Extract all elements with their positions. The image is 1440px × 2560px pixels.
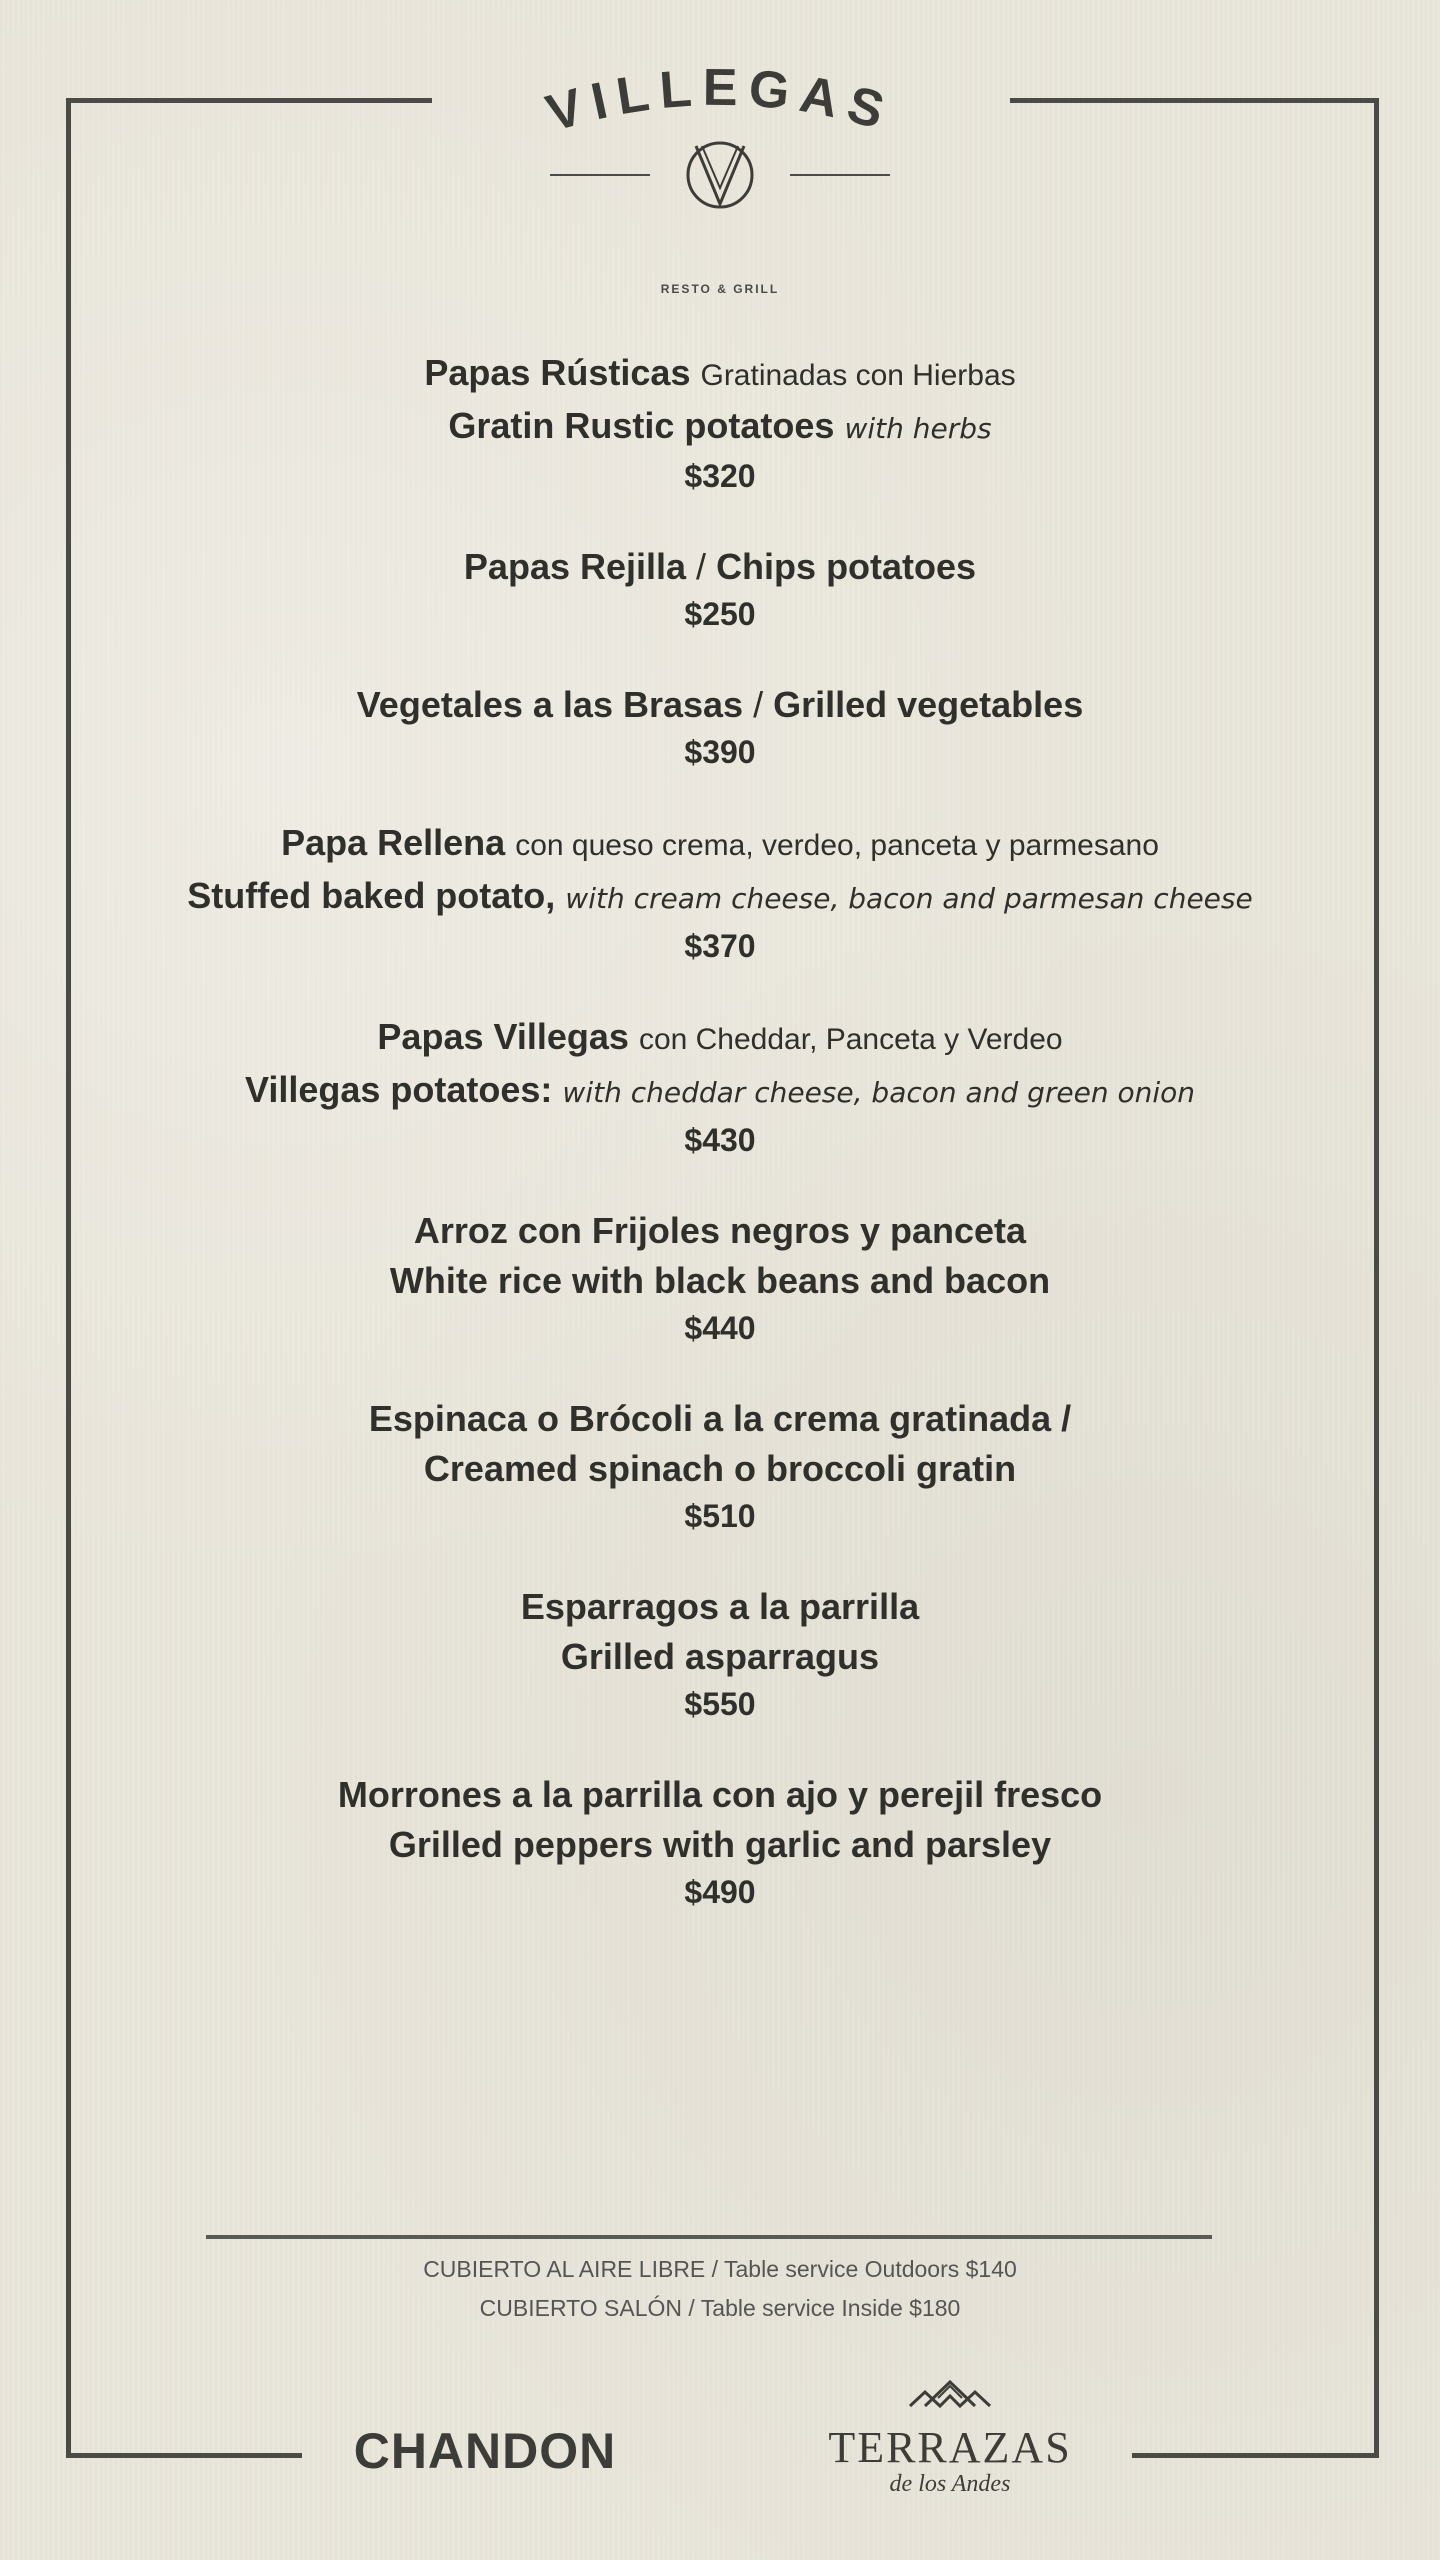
menu-item bbox=[120, 1394, 1320, 1538]
item-price: $440 bbox=[684, 1310, 756, 1346]
item-name-es: Papas Rejilla bbox=[463, 546, 687, 587]
item-name-en: Chips potatoes bbox=[716, 546, 977, 587]
menu-item bbox=[120, 1582, 1320, 1726]
item-name-en: Gratin Rustic potatoes bbox=[448, 405, 835, 446]
menu-list bbox=[120, 348, 1320, 1958]
item-name-en: White rice with black beans and bacon bbox=[389, 1260, 1051, 1301]
item-desc-en: with cream cheese, bacon and parmesan cheese bbox=[565, 882, 1253, 915]
item-separator: / bbox=[686, 546, 717, 587]
menu-item bbox=[120, 542, 1320, 636]
item-desc-es: con Cheddar, Panceta y Verdeo bbox=[638, 1023, 1063, 1056]
svg-text:VILLEGAS: VILLEGAS bbox=[540, 58, 900, 144]
frame-bottom-border-left bbox=[66, 2453, 302, 2458]
item-price: $430 bbox=[684, 1122, 756, 1158]
item-price: $320 bbox=[684, 458, 756, 494]
item-separator: / bbox=[743, 684, 774, 725]
villegas-logo-mark bbox=[470, 50, 970, 260]
service-charge-outdoors: CUBIERTO AL AIRE LIBRE / Table service Outdoors $140 bbox=[423, 2256, 1017, 2282]
item-name-es: Esparragos a la parrilla bbox=[520, 1586, 920, 1627]
menu-item bbox=[120, 1206, 1320, 1350]
item-name-es: Vegetales a las Brasas bbox=[356, 684, 744, 725]
menu-item bbox=[120, 348, 1320, 498]
villegas-logo bbox=[470, 50, 970, 296]
item-desc-es: Gratinadas con Hierbas bbox=[700, 359, 1016, 392]
terrazas-logo bbox=[780, 2376, 1120, 2496]
frame-left-border bbox=[66, 98, 71, 2458]
item-name-es: Espinaca o Brócoli a la crema gratinada / bbox=[368, 1398, 1072, 1439]
item-price: $510 bbox=[684, 1498, 756, 1534]
item-name-en: Creamed spinach o broccoli gratin bbox=[423, 1448, 1017, 1489]
item-desc-en: with herbs bbox=[844, 412, 992, 445]
item-price: $490 bbox=[684, 1874, 756, 1910]
footer-divider bbox=[206, 2235, 1212, 2239]
item-name-es: Papas Rústicas bbox=[424, 352, 691, 393]
menu-item bbox=[120, 680, 1320, 774]
item-desc-es: con queso crema, verdeo, panceta y parmesano bbox=[515, 829, 1159, 862]
terrazas-wordmark: TERRAZAS bbox=[828, 2423, 1072, 2472]
menu-item bbox=[120, 1012, 1320, 1162]
item-name-en: Stuffed baked potato, bbox=[187, 875, 556, 916]
item-name-en: Villegas potatoes: bbox=[244, 1069, 553, 1110]
item-name-es: Arroz con Frijoles negros y panceta bbox=[413, 1210, 1027, 1251]
item-name-en: Grilled asparragus bbox=[560, 1636, 880, 1677]
item-price: $370 bbox=[684, 928, 756, 964]
menu-item bbox=[120, 1770, 1320, 1914]
item-price: $250 bbox=[684, 596, 756, 632]
brand-tagline: RESTO & GRILL bbox=[660, 282, 780, 296]
chandon-logo: CHANDON bbox=[353, 2423, 617, 2479]
menu-item bbox=[120, 818, 1320, 968]
service-charge-inside: CUBIERTO SALÓN / Table service Inside $180 bbox=[479, 2295, 961, 2321]
terrazas-mark-icon bbox=[905, 2376, 995, 2420]
item-name-en: Grilled peppers with garlic and parsley bbox=[388, 1824, 1052, 1865]
item-name-es: Papa Rellena bbox=[281, 822, 506, 863]
item-price: $550 bbox=[684, 1686, 756, 1722]
item-price: $390 bbox=[684, 734, 756, 770]
terrazas-subtitle: de los Andes bbox=[889, 2471, 1011, 2497]
item-desc-en: with cheddar cheese, bacon and green onion bbox=[562, 1076, 1196, 1109]
item-name-es: Papas Villegas bbox=[377, 1016, 629, 1057]
item-name-en: Grilled vegetables bbox=[773, 684, 1084, 725]
frame-right-border bbox=[1374, 98, 1379, 2458]
item-name-es: Morrones a la parrilla con ajo y perejil fresco bbox=[337, 1774, 1103, 1815]
frame-top-border-left bbox=[66, 98, 432, 103]
frame-top-border-right bbox=[1010, 98, 1379, 103]
frame-bottom-border-right bbox=[1132, 2453, 1379, 2458]
